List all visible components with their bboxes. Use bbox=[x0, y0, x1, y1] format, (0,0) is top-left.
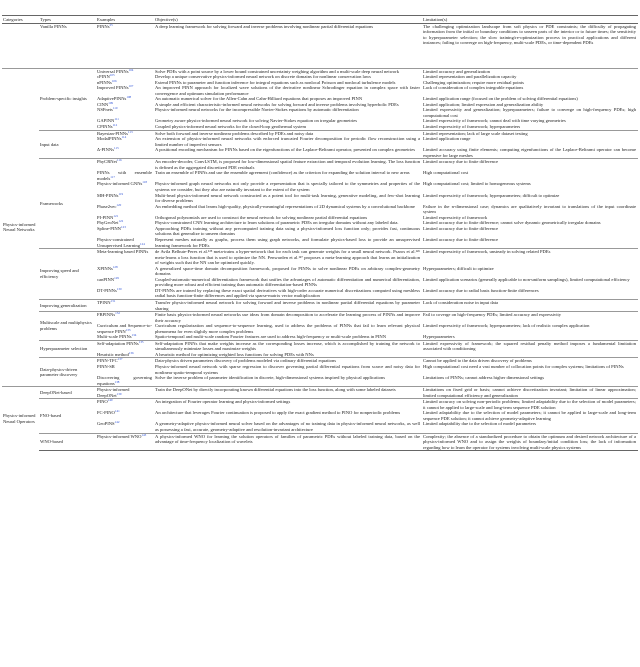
table-row bbox=[2, 387, 638, 399]
example-cell bbox=[96, 136, 154, 147]
citation-ref[interactable]: 134 bbox=[131, 333, 137, 338]
example-name: Δ-PINNs bbox=[97, 147, 114, 153]
example-name: CINN bbox=[97, 101, 109, 107]
limitation-cell: Limited expressivity of framework; hyperparameters bbox=[423, 124, 521, 130]
table-row bbox=[2, 399, 638, 411]
objective-cell: Solve both forward and inverse nonlinear problems described by PDEs and noisy data bbox=[154, 130, 422, 136]
example-name: PINNs bbox=[97, 23, 110, 29]
example-name: FBPINNs bbox=[97, 312, 116, 318]
type-cell: Multiscale and multiphysics problems bbox=[39, 312, 96, 341]
citation-ref[interactable]: 143 bbox=[141, 432, 147, 437]
example-name: ModalPINNs bbox=[97, 136, 122, 142]
example-name: Physics-informed DeepONet bbox=[97, 387, 130, 398]
example-cell bbox=[96, 193, 154, 204]
type-cell: Vanilla PINNs bbox=[40, 23, 67, 29]
example-name: canPINN bbox=[97, 276, 115, 282]
citation-ref[interactable]: 119 bbox=[118, 191, 124, 196]
example-cell bbox=[96, 107, 154, 118]
example-name: Spline-PINN bbox=[97, 225, 121, 231]
table-row bbox=[2, 193, 638, 204]
objective-cell: Coupled-automatic-numerical differentiation framework that unifies the advantages of automatic differentiation and numerical differentiation, providing more robust and efficient training than automatic differentiation-based PINNs bbox=[155, 276, 420, 288]
limitation-cell: Limitations on fixed grid or basis; cannot achieve discretization invariant; limitation of linear approximation; limited computational efficiency and generalization bbox=[423, 387, 636, 398]
example-name: GeoPINS bbox=[97, 421, 115, 427]
limitation-cell: Limited application; limited expression and generalization ability bbox=[423, 101, 544, 107]
example-cell bbox=[96, 421, 154, 433]
citation-ref[interactable]: 104 bbox=[128, 67, 134, 72]
objective-cell: Represent meshes naturally as graphs, process them using graph networks, and formulate physics-based loss to provide an unsupervised learning framework for PDEs bbox=[155, 236, 420, 248]
objective-cell: An encoder-decoder, ConvLSTM, is proposed for low-dimensional spatial feature extraction and temporal evolution learning. The loss function is defined as the aggregated discretized PDE residuals bbox=[155, 159, 420, 170]
example-name: CPINNs bbox=[97, 124, 113, 130]
limitation-cell: Limited expressivity of framework; the squared residual penalty method imposes a fundamental limitation associated with conditioning bbox=[423, 340, 636, 352]
table-row bbox=[2, 159, 638, 171]
citation-ref[interactable]: 124 bbox=[140, 241, 145, 246]
example-cell bbox=[96, 340, 154, 352]
example-name: Curriculum and Sequence-to-sequence PINN bbox=[97, 323, 152, 334]
example-name: PINN-TFC bbox=[97, 358, 118, 364]
objective-cell: Physics-constrained CNN learning architecture to learn solutions of parametric PDEs on irregular domains without any labeled data. bbox=[155, 220, 399, 226]
objective-cell: A geometry-adaptive physics-informed neural solver based on the advantages of no training data in physics-informed neural networks, as well as possessing a fast, accurate, geometry-adaptive and resolution-invariant architecture bbox=[155, 421, 420, 432]
table-body bbox=[2, 23, 638, 451]
example-cell bbox=[96, 249, 154, 266]
limitation-cell: Failure in the n-dimensional case; dynamics are qualitatively invariant to translations of the input coordinate system bbox=[423, 203, 636, 215]
type-cell: DeepONet-based bbox=[39, 387, 96, 399]
example-cell bbox=[96, 312, 154, 324]
table-row bbox=[2, 433, 638, 451]
table-row bbox=[2, 312, 638, 324]
example-name: TPINN bbox=[97, 299, 111, 305]
type-cell: FNO-based bbox=[39, 399, 96, 433]
table-row bbox=[2, 136, 638, 147]
example-cell bbox=[96, 266, 154, 277]
citation-ref[interactable]: 113 bbox=[127, 129, 133, 134]
limitation-cell: High computational cost bbox=[423, 170, 469, 176]
limitation-cell: Fail to coverge on high-frequency PDEs; limited accuracy and expressivity bbox=[422, 312, 638, 324]
citation-ref[interactable]: 117 bbox=[110, 174, 115, 179]
objective-cell: Data-physics driven parameters discovery of problems modeled via ordinary differential equations bbox=[154, 358, 422, 364]
objective-cell: Physics-informed neural network with sparse regression to discover governing partial differential equations from scarce and noisy data for nonlinear spatio-temporal systems bbox=[155, 363, 420, 375]
example-name: Meta-learning based PINNs bbox=[97, 249, 149, 255]
table-row bbox=[2, 85, 638, 96]
citation-ref[interactable]: 105 bbox=[109, 73, 115, 78]
limitation-cell: High computational cost need a vast number of collocation points for complex systems; limitations of PINNs bbox=[423, 363, 624, 369]
type-cell: Input data bbox=[39, 130, 96, 159]
example-cell bbox=[96, 375, 154, 387]
table-row bbox=[2, 340, 638, 352]
limitation-cell: Limited accuracy due to finite difference bbox=[423, 225, 499, 231]
table-row bbox=[2, 249, 638, 266]
objective-cell: Spatio-temporal and multi-scale random Fourier features are used to address high-frequency or multi-scale problems in PINN bbox=[155, 334, 387, 340]
example-cell bbox=[96, 433, 154, 451]
citation-ref[interactable]: 25 bbox=[109, 22, 113, 27]
category-cell: Physics-informed Neural Networks bbox=[2, 68, 39, 387]
table-header-row bbox=[2, 16, 638, 24]
example-name: DT-PINNs bbox=[97, 287, 117, 293]
table-row bbox=[2, 323, 638, 334]
example-name: Discovering governing equations bbox=[97, 375, 152, 386]
objective-cell: Transfer physics-informed neural network for solving forward and inverse problems in nonlinear partial differential equations by parameter sharing bbox=[155, 299, 420, 311]
type-cell: Hyperparameter selection bbox=[39, 340, 96, 358]
example-name: Self-adaptation PINNs bbox=[97, 340, 139, 346]
example-name: MH-PINNs bbox=[97, 192, 119, 198]
citation-ref[interactable]: 107 bbox=[128, 84, 134, 89]
table-row bbox=[2, 204, 638, 215]
limitation-cell: The challenging optimization landscape from soft physics or PDE constraints; the difficulty of propagating information from the initial or boundary conditions to unseen parts of the interior or to future times; the sensitivity to hyperparameter selection; the slow training/re-optimization process in practical applications and different instances; failing to converge on high-frequency, multi-scale PDEs, or time-dependent PDEs bbox=[423, 23, 636, 46]
example-cell bbox=[96, 159, 154, 171]
example-cell bbox=[96, 226, 154, 237]
objective-cell: An extension of physics-informed neural networks with enforced truncated Fourier decomposition for periodic flow reconstruction using a limited number of imperfect sensors bbox=[155, 136, 420, 147]
table-row bbox=[2, 299, 638, 311]
example-cell bbox=[96, 85, 154, 96]
objective-cell: An integration of Fourier operator learning and physics-informed settings bbox=[154, 399, 422, 411]
citation-ref[interactable]: 115 bbox=[114, 146, 119, 151]
example-name: Multi-scale PINNs bbox=[97, 334, 132, 340]
example-name: PINO bbox=[97, 399, 108, 405]
example-name: PI-PINN bbox=[97, 214, 114, 220]
objective-cell: An architecture that leverages Fourier continuation is proposed to apply the exact gradient method to PINO for nonperiodic problems bbox=[155, 410, 401, 416]
example-name: GAPINN bbox=[97, 118, 115, 124]
table-row bbox=[2, 147, 638, 159]
citation-ref[interactable]: 109 bbox=[108, 100, 114, 105]
limitation-cell: Complexity; the absence of a standardized procedure to obtain the optimum and desired network architecture of a physics-informed WNO and to assign the weights of boundary/initial condition loss; the lack of information regarding how to learn the operator for systems involving multi-scale physics systems bbox=[423, 433, 636, 450]
example-name: PhyCRNet bbox=[97, 159, 117, 165]
objective-cell: Physics-informed graph neural networks not only provide a representation that is specially tailored to the symmetries and properties of the systems we consider, but they also are naturally invariant to the extent of the system bbox=[155, 181, 420, 193]
header-categories: Categories bbox=[2, 16, 39, 24]
citation-ref[interactable]: 140 bbox=[107, 398, 113, 403]
table-row bbox=[2, 421, 638, 433]
table-row bbox=[2, 23, 638, 68]
limitation-cell: Limited representation; lack of large scale dataset testing bbox=[422, 130, 638, 136]
table-row bbox=[2, 364, 638, 375]
limitation-cell: Limited expressivity and generalization; hyperparameters; failure to converge on high-frequency PDEs; high computational cost bbox=[423, 107, 636, 118]
objective-cell: A positional encoding mechanism for PINNs based on the eigenfunctions of the Laplace-Beltrami operator, presented on complex geometries bbox=[155, 147, 416, 153]
objective-cell: Extend PINNs to parameter and function inference for integral equations such as nonlocal Poisson and nonlocal turbulence models bbox=[155, 79, 396, 85]
table-row bbox=[2, 237, 638, 249]
citation-ref[interactable]: 130 bbox=[116, 286, 122, 291]
example-name: PhyGeoNet bbox=[97, 220, 119, 226]
example-cell bbox=[96, 237, 154, 249]
objective-cell: Physics-informed neural networks for the incompressible Navier-Stokes equations by automatic differentiation bbox=[155, 107, 359, 113]
limitation-cell: High computational cost; limited to homogeneous systems bbox=[423, 181, 531, 187]
objective-cell: An embedding method that learns high-quality, physically-meaningful representations of 2D dynamical systems by a convolutional backbone bbox=[155, 203, 415, 209]
pinn-taxonomy-table bbox=[2, 15, 638, 451]
objective-cell: Develop a unique conservative physics-informed neural network on discrete domains for nonlinear conservation laws bbox=[155, 74, 371, 80]
citation-ref[interactable]: 110 bbox=[112, 106, 118, 111]
limitation-cell: Hyperparameters bbox=[423, 334, 455, 340]
citation-ref[interactable]: 106 bbox=[111, 78, 117, 83]
limitation-cell: Hyperparameters; difficult to optimize bbox=[423, 265, 494, 271]
type-cell: Data-physics-driven parameter discovery bbox=[39, 358, 96, 387]
citation-ref[interactable]: 141 bbox=[114, 409, 120, 414]
limitation-cell: Limited expressivity of framework, unsteady in solving related PDEs bbox=[422, 249, 638, 266]
header-limitations: Limitation(s) bbox=[422, 16, 638, 24]
objective-cell: Solve PDEs with a point source by a lower bound constrained uncertainty weighing algorithm and a multi-scale deep neural network bbox=[154, 68, 422, 74]
objective-cell: A simple and efficient characteristic-informed neural networks for solving forward and inverse problems involving hyperbolic PDEs bbox=[155, 101, 399, 107]
objective-cell: An automatic numerical solver for the Allen-Cahn and Cahn-Hilliard equations that proposes an improved PINN bbox=[155, 96, 363, 102]
limitation-cell: Limited accuracy due to radial basis function-finite differences bbox=[423, 287, 539, 293]
example-name: Heuristic method bbox=[97, 351, 129, 357]
table-row bbox=[2, 226, 638, 237]
limitation-cell: Limited application range (focused on the problem of solving differential equations) bbox=[423, 96, 578, 102]
type-cell: Problem-specific insights bbox=[39, 68, 96, 130]
limitation-cell: Limited accuracy using finite elements; computing eigenfunctions of the Laplace-Beltrami operator can become expensive for large meshes bbox=[423, 147, 636, 158]
table-row bbox=[2, 288, 638, 300]
citation-ref[interactable]: 137 bbox=[117, 357, 123, 362]
citation-ref[interactable]: 136 bbox=[128, 350, 134, 355]
example-name: NSFnets bbox=[97, 107, 113, 113]
table-row bbox=[2, 266, 638, 277]
citation-ref[interactable]: 135 bbox=[138, 339, 144, 344]
example-name: Universal PINNs bbox=[97, 68, 129, 74]
citation-ref[interactable]: 138 bbox=[114, 379, 120, 384]
example-cell bbox=[96, 323, 154, 334]
objective-cell: Coupled physics-informed neural networks for the closed-loop geothermal system bbox=[155, 124, 307, 130]
objective-cell: Multi-head physics-informed neural network constructed as a potent tool for multi-task learning, generative modeling, and few-shot learning for diverse problems bbox=[155, 192, 420, 204]
type-cell: Improving generalization bbox=[39, 299, 96, 311]
example-cell bbox=[96, 387, 154, 399]
table-row bbox=[2, 181, 638, 192]
type-cell: Improving speed and efficiency bbox=[39, 249, 96, 300]
objective-cell: A deep learning framework for solving forward and inverse problems involving nonlinear partial differential equations bbox=[155, 23, 374, 29]
limitation-cell: Cannot be applied to the data driven discovery of problems bbox=[422, 358, 638, 364]
objective-cell: Solve the inverse problem of parameter identification in discrete, high-dimensional systems inspired by physical applications bbox=[155, 375, 386, 381]
citation-ref[interactable]: 132 bbox=[115, 311, 120, 316]
limitation-cell: Limited expressivity of framework; hyperparameters; difficult to optimize bbox=[423, 192, 560, 198]
objective-cell: DT-PINNs are trained by replacing these exact spatial derivatives with high-order accurate numerical discretizations computed using meshless radial basis function-finite differences and applied via sparse-matrix vector multiplication bbox=[155, 287, 420, 299]
example-cell bbox=[96, 204, 154, 215]
citation-ref[interactable]: 116 bbox=[116, 158, 122, 163]
objective-cell: A physics-informed WNO for learning the solution operators of families of parametric PDEs without labeled training data, based on the advantage of time-frequency localization of wavelets bbox=[154, 433, 422, 451]
limitation-cell: Limited application scenarios (generally applicable to non-uniform samplings), limited computational efficiency bbox=[423, 276, 630, 282]
objective-cell: Geometry aware physics-informed neural network for solving Navier-Stokes equation on irregular geometries bbox=[155, 118, 358, 124]
header-objectives: Objective(s) bbox=[154, 16, 422, 24]
citation-ref[interactable]: 123 bbox=[121, 224, 126, 229]
citation-ref[interactable]: 114 bbox=[121, 135, 127, 140]
example-cell bbox=[96, 277, 154, 288]
limitation-cell: Limited representation and parallelization capacity bbox=[423, 74, 517, 80]
example-name: Bayesian-PINNs bbox=[97, 130, 128, 136]
citation-ref[interactable]: 133 bbox=[125, 327, 131, 332]
example-cell bbox=[96, 364, 154, 375]
example-name: AdaptivePINNs bbox=[97, 96, 127, 102]
limitation-cell: Limited accuracy on solving non-periodic problems; limited adaptability due to the selection of model parameters; it cannot be applied to large-scale and long-term sequence PDE solution bbox=[423, 399, 636, 410]
citation-ref[interactable]: 128 bbox=[112, 264, 118, 269]
example-name: PINN-SR bbox=[97, 363, 115, 369]
example-cell bbox=[96, 181, 154, 192]
example-name: Physics-informed WNO bbox=[97, 433, 142, 439]
citation-ref[interactable]: 139 bbox=[116, 391, 122, 396]
objective-cell: An improved PINN approach for localized wave solutions of the derivative nonlinear Schrodinger equation in complex space with faster convergence and optimum simulation performance bbox=[155, 85, 420, 96]
citation-ref[interactable]: 142 bbox=[114, 420, 120, 425]
table-row bbox=[2, 277, 638, 288]
category-cell: Physics-informed Neural Operators bbox=[2, 387, 39, 451]
limitation-cell: Limited application range bbox=[423, 136, 471, 142]
objective-cell: Train the DeepONet by directly incorporating known differential equations into the loss function, along with some labeled datasets bbox=[154, 387, 422, 399]
example-name: Physics-constrained Unsupervised Learning bbox=[97, 236, 140, 248]
limitation-cell: Lack of consideration noise in input data bbox=[422, 299, 638, 311]
table-caption bbox=[0, 0, 640, 14]
example-name: Physics-informed GNNs bbox=[97, 181, 143, 187]
header-examples: Examples bbox=[96, 16, 154, 24]
limitation-cell: Limited accuracy due to finite difference bbox=[422, 159, 638, 171]
example-name: Phase2vec bbox=[97, 203, 117, 209]
citation-ref[interactable]: 118 bbox=[142, 180, 147, 185]
citation-ref[interactable]: 121 bbox=[113, 213, 119, 218]
table-row bbox=[2, 107, 638, 118]
example-name: Improved PINNs bbox=[97, 85, 129, 91]
objective-cell: A heuristic method for optimizing weighted loss functions for solving PDEs with NNs bbox=[155, 351, 314, 357]
limitation-cell: Limited adaptability due to the selection of model parameters; it cannot be applied to large-scale and long-term sequence PDE solution; it cannot achieve geometry-adaptive learning bbox=[423, 410, 636, 421]
citation-ref[interactable]: 131 bbox=[110, 298, 116, 303]
limitation-cell: Limited accuracy due to finite difference bbox=[423, 236, 499, 242]
limitation-cell: Lack of consideration of complex integrable equations bbox=[423, 85, 524, 91]
objective-cell: Curriculum regularization and sequence-to-sequence learning, used to address the problems of PINNs that fail to learn relevant physical phenomena for even slightly more complex problems bbox=[155, 323, 420, 334]
citation-ref[interactable]: 108 bbox=[126, 95, 132, 100]
limitation-cell: Limited accuracy due to finite difference; cannot solve dynamic geometrically irregular domains bbox=[423, 220, 601, 226]
header-types: Types bbox=[39, 16, 96, 24]
objective-cell: de Avila Belbute-Peres et al.¹²⁵ meta-trains a hyper-network that for each task can generate weights for a small neural network. Psaros et al.¹²⁶ meta-learns a loss function that is used to optimize the NN. Penwarden et al.¹²⁷ proposes a meta-learning approach that learns an initialization of weights such that the NN can be optimized quickly. bbox=[155, 249, 420, 266]
citation-ref[interactable]: 120 bbox=[116, 202, 122, 207]
table-row bbox=[2, 375, 638, 387]
citation-ref[interactable]: 112 bbox=[112, 123, 118, 128]
type-cell: WNO-based bbox=[39, 433, 96, 451]
objective-cell: Self-adaptation PINNs that make weights increase as the corresponding losses increase, which is accomplished by training the network to simultaneously minimize losses and maximize weights bbox=[155, 340, 420, 352]
example-name: nPINNs bbox=[97, 79, 112, 85]
example-name: XPINNs bbox=[97, 265, 113, 271]
example-cell bbox=[96, 288, 154, 300]
limitation-cell: Limitations of PINNs; cannot address higher dimensional settings bbox=[423, 375, 545, 381]
example-name: FC-PINO bbox=[97, 410, 115, 416]
limitation-cell: Limited adaptability due to the selection of model parameters bbox=[423, 421, 537, 427]
limitation-cell: Limited expressivity of framework; hyperparameters; lack of realistic complex application bbox=[423, 323, 590, 329]
example-cell bbox=[96, 410, 154, 421]
objective-cell: Approaching PDEs training without any precomputed training data using a physics-informed loss function only; provides fast, continuous solutions that generalize to unseen domains bbox=[155, 225, 420, 237]
objective-cell: Orthogonal polynomials are used to construct the neural network for solving nonlinear partial differential equations bbox=[155, 214, 368, 220]
example-cell bbox=[96, 23, 154, 68]
category-cell bbox=[2, 23, 39, 68]
objective-cell: Train an ensemble of PINNs and use the ensemble agreement (confidence) as the criterion for expanding the solution interval to new areas bbox=[155, 170, 410, 176]
example-cell bbox=[96, 299, 154, 311]
citation-ref[interactable]: 129 bbox=[114, 275, 119, 280]
citation-ref[interactable]: 111 bbox=[114, 117, 119, 122]
limitation-cell: Limited accuracy and generalization bbox=[422, 68, 638, 74]
objective-cell: A generalized space-time domain decomposition framework, proposed for PINNs to solve nonlinear PDEs on arbitrary complex-geometry domains bbox=[155, 265, 420, 277]
table-row bbox=[2, 170, 638, 181]
example-name: PINNs with ensemble models bbox=[97, 170, 152, 181]
objective-cell: Finite basis physics-informed neural networks use ideas from domain decomposition to accelerate the learning process of PINNs and improve their accuracy bbox=[155, 312, 420, 323]
example-name: cPINN bbox=[97, 74, 110, 80]
type-cell: Frameworks bbox=[39, 159, 96, 249]
limitation-cell: Challenging optimization; require more residual points bbox=[423, 79, 524, 85]
limitation-cell: Limited expressivity of framework bbox=[423, 214, 488, 220]
limitation-cell: Limited expressivity of framework; cannot deal with time varying geometries bbox=[423, 118, 566, 124]
citation-ref[interactable]: 122 bbox=[118, 219, 124, 224]
table-row bbox=[2, 410, 638, 421]
example-cell bbox=[96, 147, 154, 159]
